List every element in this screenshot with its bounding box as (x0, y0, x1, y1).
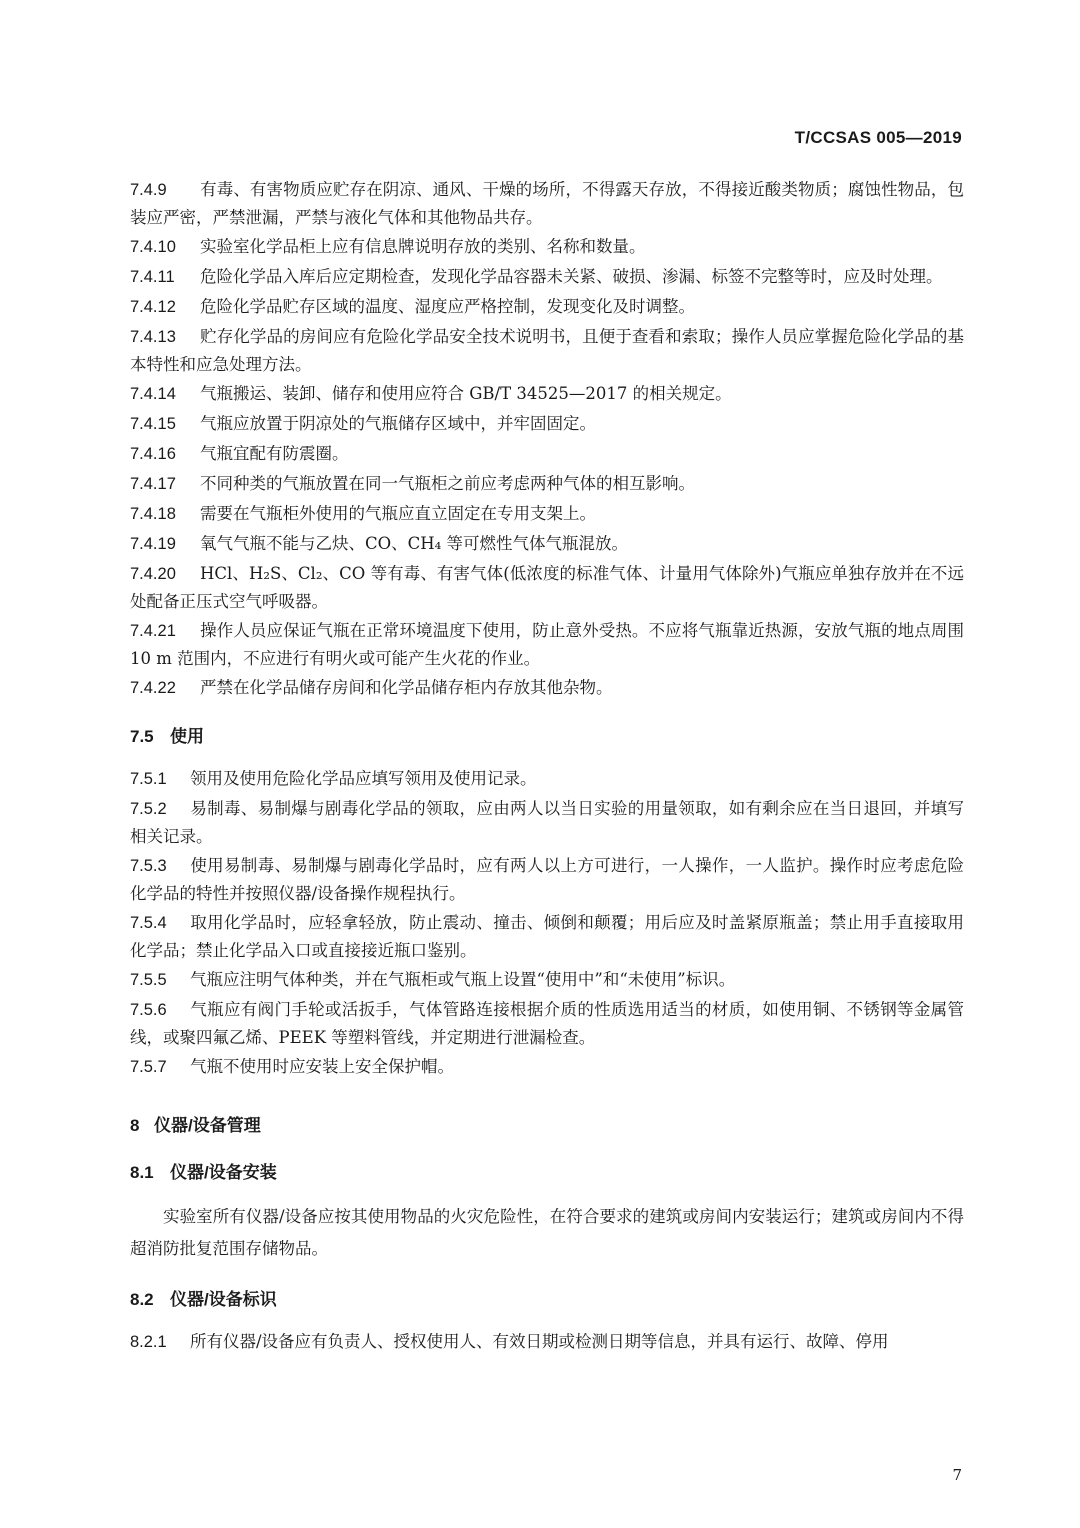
clause-text: 易制毒、易制爆与剧毒化学品的领取，应由两人以当日实验的用量领取，如有剩余应在当日退回，并填写相关记录。 (130, 799, 964, 846)
clause-text: 气瓶应放置于阴凉处的气瓶储存区域中，并牢固固定。 (200, 414, 596, 433)
clause-text: 不同种类的气瓶放置在同一气瓶柜之前应考虑两种气体的相互影响。 (200, 474, 695, 493)
clause-text: 操作人员应保证气瓶在正常环境温度下使用，防止意外受热。不应将气瓶靠近热源，安放气瓶的地点周围 10 m 范围内，不应进行有明火或可能产生火花的作业。 (130, 621, 964, 668)
clause-number: 7.4.17 (130, 475, 176, 493)
clause-8-2-1 (130, 1328, 964, 1356)
clause-text: 危险化学品入库后应定期检查，发现化学品容器未关紧、破损、渗漏、标签不完整等时，应及时处理。 (200, 267, 943, 286)
clause-text: 危险化学品贮存区域的温度、湿度应严格控制，发现变化及时调整。 (200, 297, 695, 316)
clause-number: 7.5.7 (130, 1058, 167, 1076)
clause-number: 7.4.22 (130, 679, 176, 697)
clause-number: 7.4.12 (130, 298, 176, 316)
clause-number: 7.4.18 (130, 505, 176, 523)
clause-number: 7.4.19 (130, 535, 176, 553)
clause-7-5-5 (130, 966, 964, 994)
clause-7-5-2 (130, 795, 964, 850)
section-number: 7.5 (130, 727, 154, 746)
clause-text: 氧气气瓶不能与乙炔、CO、CH₄ 等可燃性气体气瓶混放。 (200, 534, 629, 553)
clause-7-4-22 (130, 674, 964, 702)
clause-text: 气瓶不使用时应安装上安全保护帽。 (190, 1057, 454, 1076)
clause-text: 气瓶应有阀门手轮或活扳手，气体管路连接根据介质的性质选用适当的材质，如使用铜、不锈钢等金属管线，或聚四氟乙烯、PEEK 等塑料管线，并定期进行泄漏检查。 (130, 1000, 964, 1047)
clause-text: 实验室化学品柜上应有信息牌说明存放的类别、名称和数量。 (200, 237, 646, 256)
clause-7-5-4 (130, 909, 964, 964)
clause-7-4-15 (130, 410, 964, 438)
clause-number: 7.5.1 (130, 770, 167, 788)
clause-text: 领用及使用危险化学品应填写领用及使用记录。 (190, 769, 537, 788)
clause-7-4-12 (130, 293, 964, 321)
clause-text: 气瓶应注明气体种类，并在气瓶柜或气瓶上设置“使用中”和“未使用”标识。 (190, 970, 736, 989)
section-heading-7-5 (130, 722, 964, 747)
section-title: 仪器/设备安装 (170, 1163, 277, 1182)
clause-7-5-7 (130, 1053, 964, 1081)
clause-number: 7.4.21 (130, 622, 176, 640)
clause-7-4-11 (130, 263, 964, 291)
clause-number: 7.5.5 (130, 971, 167, 989)
section-8-1-body: 实验室所有仪器/设备应按其使用物品的火灾危险性，在符合要求的建筑或房间内安装运行；建筑或房间内不得超消防批复范围存储物品。 (130, 1207, 964, 1258)
clause-number: 7.4.20 (130, 565, 176, 583)
clause-number: 7.5.3 (130, 857, 167, 875)
clause-7-4-9 (130, 176, 964, 231)
clause-text: HCl、H₂S、Cl₂、CO 等有毒、有害气体(低浓度的标准气体、计量用气体除外)气瓶应单独存放并在不远处配备正压式空气呼吸器。 (130, 564, 964, 611)
clause-number: 7.4.15 (130, 415, 176, 433)
section-title: 使用 (170, 727, 204, 746)
clause-7-4-19 (130, 530, 964, 558)
clause-text: 气瓶搬运、装卸、储存和使用应符合 GB/T 34525—2017 的相关规定。 (200, 384, 732, 403)
clause-7-5-3 (130, 852, 964, 907)
clause-number: 7.4.13 (130, 328, 176, 346)
clause-text: 取用化学品时，应轻拿轻放，防止震动、撞击、倾倒和颠覆；用后应及时盖紧原瓶盖；禁止用手直接取用化学品；禁止化学品入口或直接接近瓶口鉴别。 (130, 913, 964, 960)
page-number: 7 (952, 1466, 962, 1484)
clause-7-4-20 (130, 560, 964, 615)
clause-7-4-21 (130, 617, 964, 672)
page-content (130, 176, 964, 1358)
clause-number: 8.2.1 (130, 1333, 167, 1351)
clause-7-4-17 (130, 470, 964, 498)
section-heading-8-1 (130, 1158, 964, 1183)
clause-text: 使用易制毒、易制爆与剧毒化学品时，应有两人以上方可进行，一人操作，一人监护。操作时应考虑危险化学品的特性并按照仪器/设备操作规程执行。 (130, 856, 964, 903)
clause-text: 贮存化学品的房间应有危险化学品安全技术说明书，且便于查看和索取；操作人员应掌握危险化学品的基本特性和应急处理方法。 (130, 327, 964, 374)
clause-number: 7.4.9 (130, 181, 167, 199)
clause-7-5-6 (130, 996, 964, 1051)
clause-number: 7.5.6 (130, 1001, 167, 1019)
clause-number: 7.4.16 (130, 445, 176, 463)
chapter-number: 8 (130, 1116, 140, 1135)
clause-text: 有毒、有害物质应贮存在阴凉、通风、干燥的场所，不得露天存放，不得接近酸类物质；腐蚀性物品，包装应严密，严禁泄漏，严禁与液化气体和其他物品共存。 (130, 180, 964, 227)
clause-number: 7.4.11 (130, 268, 175, 286)
chapter-heading-8 (130, 1111, 964, 1136)
clause-7-5-1 (130, 765, 964, 793)
standard-code: T/CCSAS 005—2019 (794, 128, 962, 147)
clause-number: 7.4.10 (130, 238, 176, 256)
clause-7-4-18 (130, 500, 964, 528)
clause-text: 严禁在化学品储存房间和化学品储存柜内存放其他杂物。 (200, 678, 613, 697)
clause-text: 气瓶宜配有防震圈。 (200, 444, 349, 463)
section-number: 8.1 (130, 1163, 154, 1182)
clause-text: 需要在气瓶柜外使用的气瓶应直立固定在专用支架上。 (200, 504, 596, 523)
section-title: 仪器/设备标识 (170, 1290, 277, 1309)
clause-7-4-16 (130, 440, 964, 468)
clause-7-4-13 (130, 323, 964, 378)
section-heading-8-2 (130, 1285, 964, 1310)
clause-number: 7.5.4 (130, 914, 167, 932)
clause-number: 7.5.2 (130, 800, 167, 818)
clause-7-4-14 (130, 380, 964, 408)
clause-number: 7.4.14 (130, 385, 176, 403)
clause-7-4-10 (130, 233, 964, 261)
section-number: 8.2 (130, 1290, 154, 1309)
clause-text: 所有仪器/设备应有负责人、授权使用人、有效日期或检测日期等信息，并具有运行、故障、停用 (190, 1332, 889, 1351)
chapter-title: 仪器/设备管理 (154, 1116, 261, 1135)
